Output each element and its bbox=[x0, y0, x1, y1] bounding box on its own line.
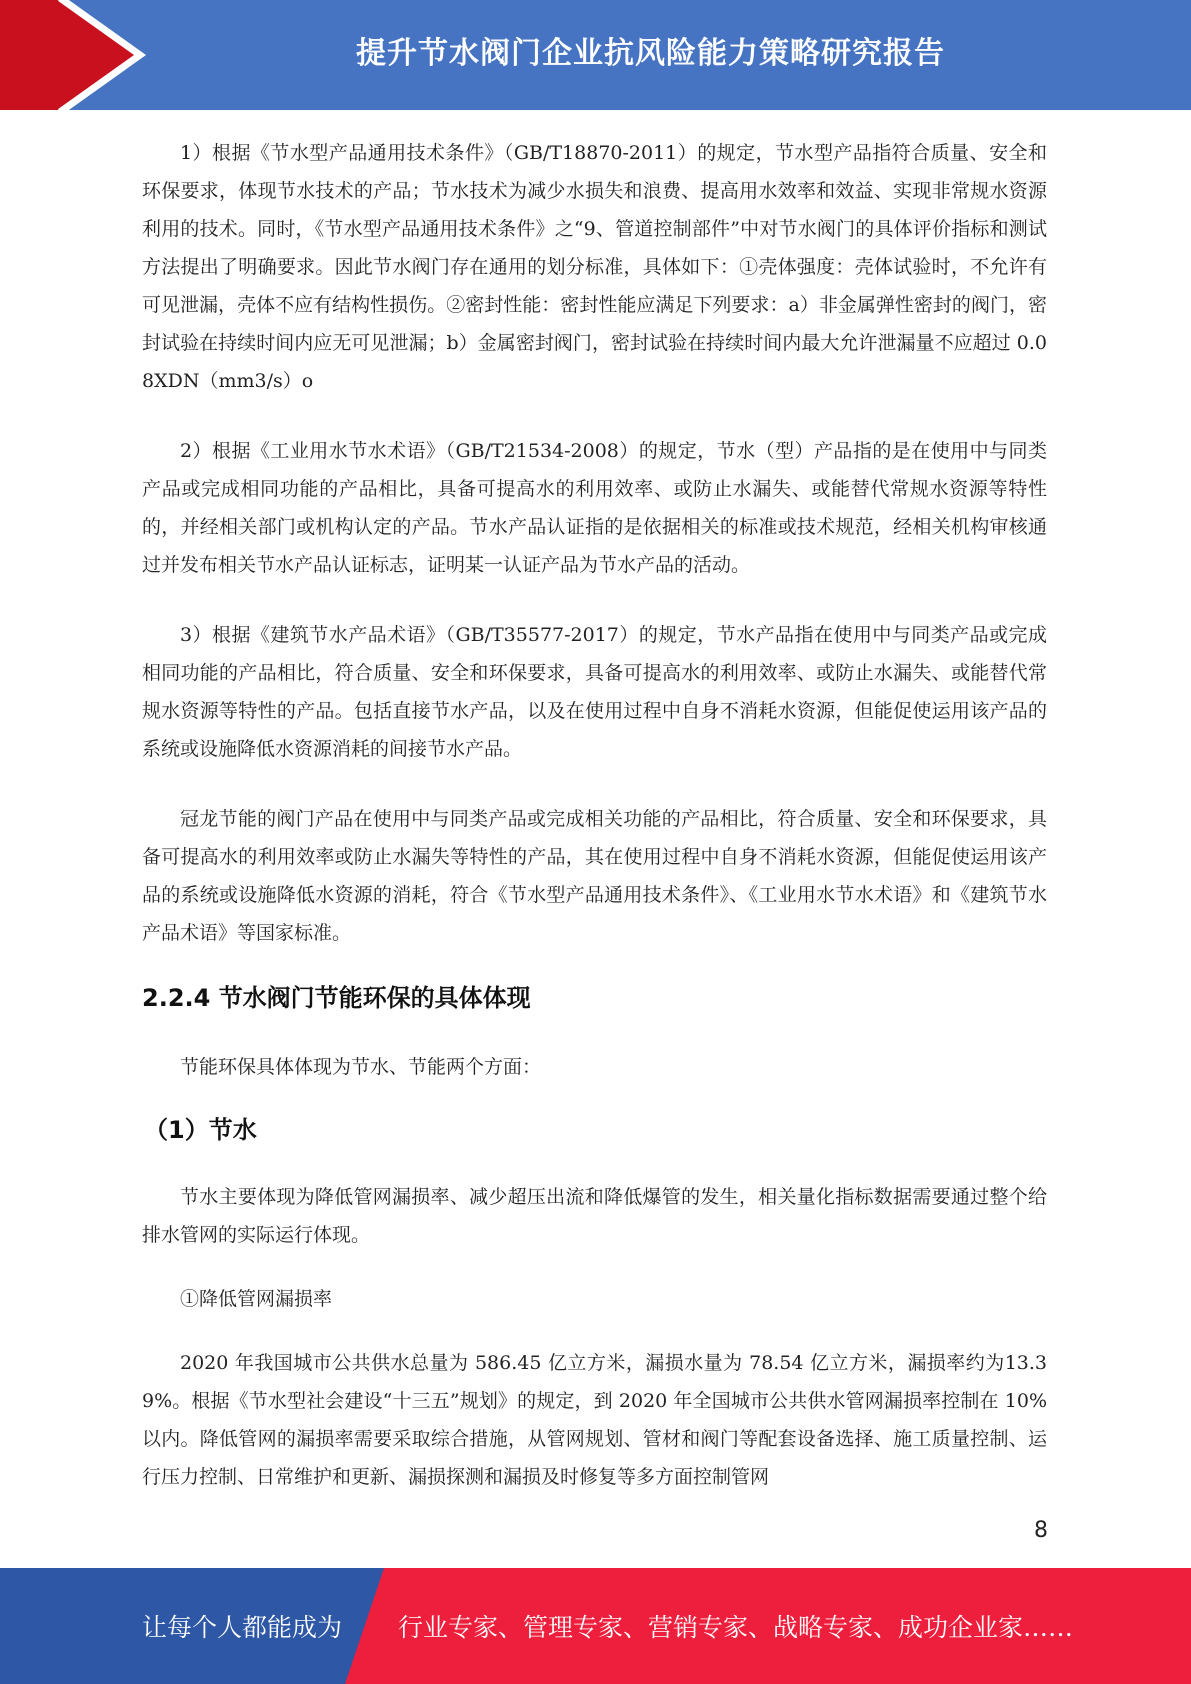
list-item-leakage-rate: ①降低管网漏损率 bbox=[180, 1288, 333, 1310]
paragraph-gb18870: 1）根据《节水型产品通用技术条件》（GB/T18870-2011）的规定，节水型产品指符合质量、安全和环保要求，体现节水技术的产品；节水技术为减少水损失和浪费、提高用水效率和效益、实现非常规水资源利用的技术。同时，《节水型产品通用技术条件》之“9、管道控制部件”中对节水阀门的具体评价指标和测试方法提出了明确要求。因此节水阀门存在通用的划分标准，具体如下：①壳体强度：壳体试验时，不允许有可见泄漏，壳体不应有结构性损伤。②密封性能：密封性能应满足下列要求：a）非金属弹性密封的阀门，密封试验在持续时间内应无可见泄漏；b）金属密封阀门，密封试验在持续时间内最大允许泄漏量不应超过 0.08XDN（mm3/s）o bbox=[142, 142, 1047, 392]
subsection-heading-water-saving: （1）节水 bbox=[144, 1116, 257, 1144]
paragraph-two-aspects: 节能环保具体体现为节水、节能两个方面： bbox=[180, 1056, 542, 1078]
paragraph-guanlong-products: 冠龙节能的阀门产品在使用中与同类产品或完成相关功能的产品相比，符合质量、安全和环保要求，具备可提高水的利用效率或防止水漏失等特性的产品，其在使用过程中自身不消耗水资源，但能促使运用该产品的系统或设施降低水资源的消耗，符合《节水型产品通用技术条件》、《工业用水节水术语》和《建筑节水产品术语》等国家标准。 bbox=[142, 808, 1047, 944]
page-header bbox=[0, 0, 1191, 110]
page-content bbox=[142, 134, 1047, 1496]
paragraph-leakage-data: 2020 年我国城市公共供水总量为 586.45 亿立方米，漏损水量为 78.54 亿立方米，漏损率约为13.39%。根据《节水型社会建设“十三五”规划》的规定，到 2020 年全国城市公共供水管网漏损率控制在 10%以内。降低管网的漏损率需要采取综合措施，从管网规划、管材和阀门等配套设备选择、施工质量控制、运行压力控制、日常维护和更新、漏损探测和漏损及时修复等多方面控制管网 bbox=[142, 1352, 1047, 1488]
paragraph-gb21534: 2）根据《工业用水节水术语》（GB/T21534-2008）的规定，节水（型）产品指的是在使用中与同类产品或完成相同功能的产品相比，具备可提高水的利用效率、或防止水漏失、或能替代常规水资源等特性的，并经相关部门或机构认定的产品。节水产品认证指的是依据相关的标准或技术规范，经相关机构审核通过并发布相关节水产品认证标志，证明某一认证产品为节水产品的活动。 bbox=[142, 440, 1047, 576]
paragraph-water-saving: 节水主要体现为降低管网漏损率、减少超压出流和降低爆管的发生，相关量化指标数据需要通过整个给排水管网的实际运行体现。 bbox=[142, 1186, 1047, 1246]
section-heading: 2.2.4 节水阀门节能环保的具体体现 bbox=[142, 984, 531, 1012]
page-number: 8 bbox=[1034, 1518, 1048, 1543]
footer-slogan-right: 行业专家、管理专家、营销专家、战略专家、成功企业家…… bbox=[398, 1613, 1074, 1642]
footer-slogan-left: 让每个人都能成为 bbox=[142, 1613, 343, 1642]
document-title: 提升节水阀门企业抗风险能力策略研究报告 bbox=[356, 36, 945, 71]
page-footer bbox=[0, 1568, 1191, 1684]
paragraph-gb35577: 3）根据《建筑节水产品术语》（GB/T35577-2017）的规定，节水产品指在使用中与同类产品或完成相同功能的产品相比，符合质量、安全和环保要求，具备可提高水的利用效率、或防止水漏失、或能替代常规水资源等特性的产品。包括直接节水产品，以及在使用过程中自身不消耗水资源，但能促使运用该产品的系统或设施降低水资源消耗的间接节水产品。 bbox=[142, 624, 1047, 760]
